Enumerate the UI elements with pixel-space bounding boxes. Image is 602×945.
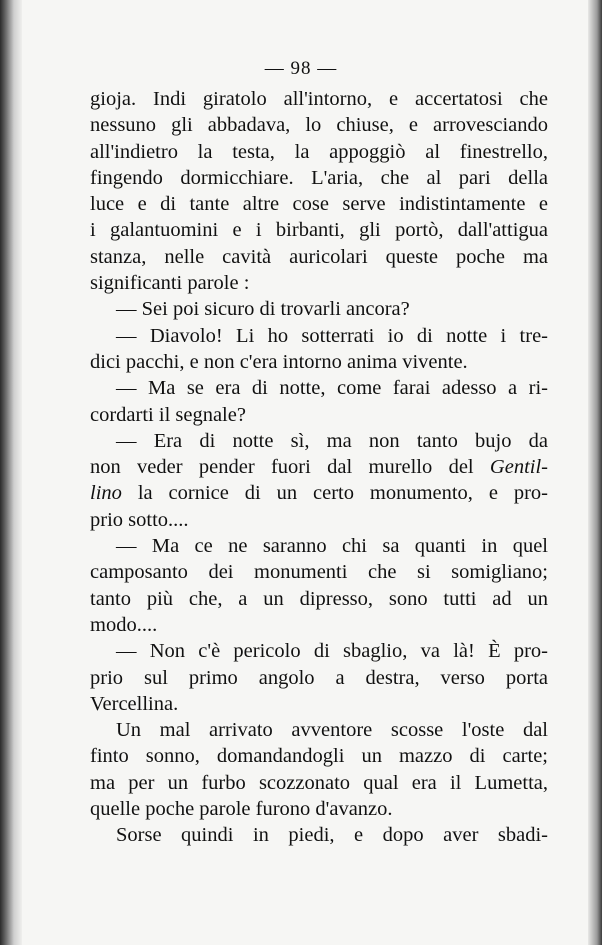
text-line: all'indietro la testa, la appoggiò al finestrello, [90, 140, 548, 163]
text-line: fingendo dormicchiare. L'aria, che al pari della [90, 166, 548, 189]
text-line: — Ma se era di notte, come farai adesso a ri- [116, 377, 548, 400]
text-line: Sorse quindi in piedi, e dopo aver sbadi- [116, 824, 548, 847]
text-line: — Diavolo! Li ho sotterrati io di notte i tre- [116, 324, 548, 347]
text-line: nessuno gli abbadava, lo chiuse, e arrovesciando [90, 114, 548, 137]
text-line: gioja. Indi giratolo all'intorno, e accertatosi che [90, 88, 548, 110]
text-line: Un mal arrivato avventore scosse l'oste dal [116, 719, 548, 742]
text-line: — Sei poi sicuro di trovarli ancora? [116, 298, 410, 321]
text-line: Vercellina. [90, 692, 179, 715]
text-line: — Ma ce ne saranno chi sa quanti in quel [116, 535, 548, 558]
text-line: ma per un furbo scozzonato qual era il Lumetta, [90, 771, 548, 794]
text-line: cordarti il segnale? [90, 403, 246, 426]
text-line: — Era di notte sì, ma non tanto bujo da [116, 429, 548, 452]
body-text [90, 86, 548, 849]
text-line: luce e di tante altre cose serve indistintamente e [90, 193, 548, 216]
text-line: prio sul primo angolo a destra, verso porta [90, 666, 548, 689]
text-line: prio sotto.... [90, 508, 189, 531]
text-line: — Non c'è pericolo di sbaglio, va là! È pro- [116, 640, 548, 663]
text-line: dici pacchi, e non c'era intorno anima vivente. [90, 350, 468, 373]
page-edge-shadow [588, 0, 602, 945]
text-line: stanza, nelle cavità auricolari queste poche ma [90, 245, 548, 268]
text-line: camposanto dei monumenti che si somigliano; [90, 561, 548, 584]
text-line: significanti parole : [90, 272, 250, 295]
text-line: non veder pender fuori dal murello del Gentil- [90, 456, 548, 479]
text-line: quelle poche parole furono d'avanzo. [90, 798, 393, 821]
page-number: — 98 — [264, 58, 338, 79]
text-line: tanto più che, a un dipresso, sono tutti ad un [90, 587, 548, 610]
text-line: lino la cornice di un certo monumento, e pro- [90, 482, 548, 505]
text-line: modo.... [90, 613, 158, 636]
page-gutter-shadow [0, 0, 22, 945]
text-line: finto sonno, domandandogli un mazzo di carte; [90, 745, 548, 768]
text-line: i galantuomini e i birbanti, gli portò, dall'attigua [90, 219, 548, 242]
